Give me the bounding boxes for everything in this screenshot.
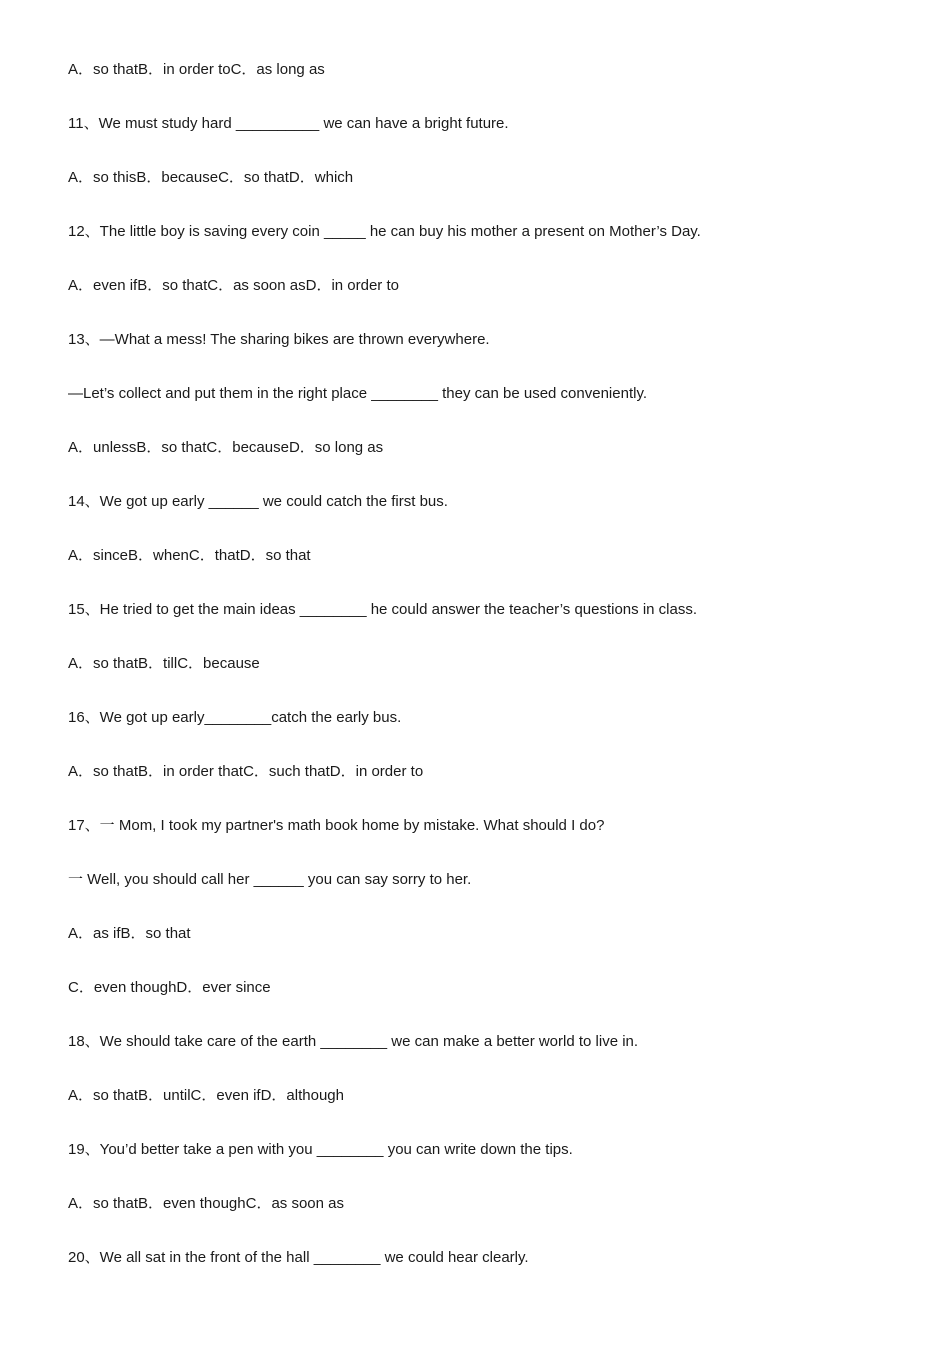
question-14: 14、We got up early ______ we could catch the first bus. <box>68 493 448 510</box>
question-19: 19、You’d better take a pen with you ________ you can write down the tips. <box>68 1141 573 1158</box>
q10-options: A．so thatB．in order toC．as long as <box>68 61 325 78</box>
q18-options: A．so thatB．untilC．even ifD．although <box>68 1087 344 1104</box>
q12-options: A．even ifB．so thatC．as soon asD．in order to <box>68 277 399 294</box>
question-17-reply: 一 Well, you should call her ______ you can say sorry to her. <box>68 871 472 888</box>
question-17: 17、一 Mom, I took my partner's math book home by mistake. What should I do? <box>68 817 605 834</box>
question-15: 15、He tried to get the main ideas ________ he could answer the teacher’s questions in class. <box>68 601 698 618</box>
q13-options: A．unlessB．so thatC．becauseD．so long as <box>68 439 384 456</box>
q14-options: A．sinceB．whenC．thatD．so that <box>68 547 311 564</box>
question-12: 12、The little boy is saving every coin _____ he can buy his mother a present on Mother’s Day. <box>68 223 701 240</box>
q11-options: A．so thisB．becauseC．so thatD．which <box>68 169 354 186</box>
q16-options: A．so thatB．in order thatC．such thatD．in order to <box>68 763 424 780</box>
q17-options-cd: C．even thoughD．ever since <box>68 979 271 996</box>
question-20: 20、We all sat in the front of the hall ________ we could hear clearly. <box>68 1249 529 1266</box>
q17-options-ab: A．as ifB．so that <box>68 925 191 942</box>
question-16: 16、We got up early________catch the early bus. <box>68 709 402 726</box>
question-18: 18、We should take care of the earth ________ we can make a better world to live in. <box>68 1033 639 1050</box>
question-11: 11、We must study hard __________ we can have a bright future. <box>68 115 509 132</box>
question-13-reply: —Let’s collect and put them in the right place ________ they can be used conveniently. <box>68 385 647 402</box>
q15-options: A．so thatB．tillC．because <box>68 655 260 672</box>
question-13: 13、—What a mess! The sharing bikes are thrown everywhere. <box>68 331 490 348</box>
q19-options: A．so thatB．even thoughC．as soon as <box>68 1195 344 1212</box>
